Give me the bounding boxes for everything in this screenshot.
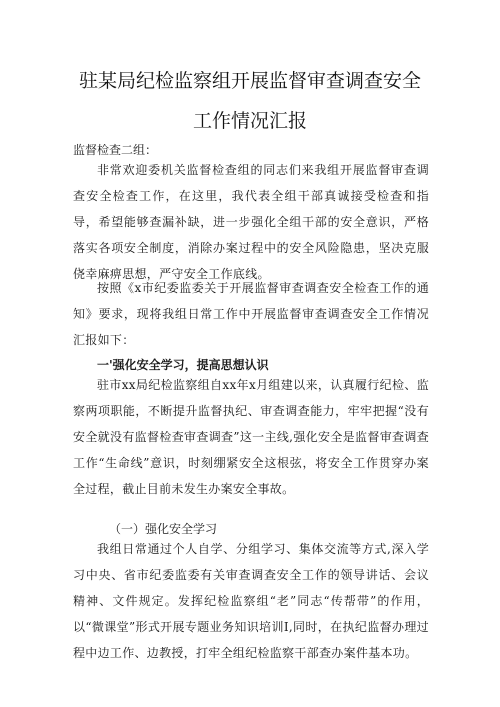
paragraph-notice: 按照《x市纪委监委关于开展监督审查调查安全检查工作的通知》要求，现将我组日常工作中开展监督审查调查安全工作情况汇报如下： — [73, 281, 429, 347]
subsection-heading-1: （一）强化安全学习 — [109, 522, 218, 536]
paragraph-subsection-1: 我组日常通过个人自学、分组学习、集体交流等方式,深入学习中央、省市纪委监委有关审查调查安全工作的领导讲话、会议精神、文件规定。发挥纪检监察组“老”同志“传帮带”的作用，以“微课堂”形式开展专题业务知识培训I,同时，在执纪监督办理过程中边工作、边教授，打牢全组纪检监察干部查办案件基本功。 — [73, 542, 429, 660]
document-title-line2: 工作情况汇报 — [192, 110, 307, 132]
addressee: 监督检查二组： — [73, 143, 158, 157]
paragraph-intro: 非常欢迎委机关监督检查组的同志们来我组开展监督审查调查安全检查工作，在这里，我代表全组干部真诚接受检查和指导，希望能够查漏补缺，进一步强化全组干部的安全意识，严格落实各项安全制度，消除办案过程中的安全风险隐患，坚决克服侥幸麻痹思想，严守安全工作底线。 — [73, 163, 429, 281]
section-heading-1: 一'强化安全学习，提高思想认识 — [97, 358, 269, 372]
paragraph-section-1: 驻市xx局纪检监察组自xx年x月组建以来，认真履行纪检、监察两项职能，不断提升监督执纪、审查调查能力，牢牢把握“没有安全就没有监督检查审查调查”这一主线,强化安全是监督审查调查工作“生命线”意识，时刻绷紧安全这根弦，将安全工作贯穿办案全过程，截止目前未发生办案安全事故。 — [73, 378, 429, 496]
document-title-line1: 驻某局纪检监察组开展监督审查调查安全 — [78, 70, 421, 92]
